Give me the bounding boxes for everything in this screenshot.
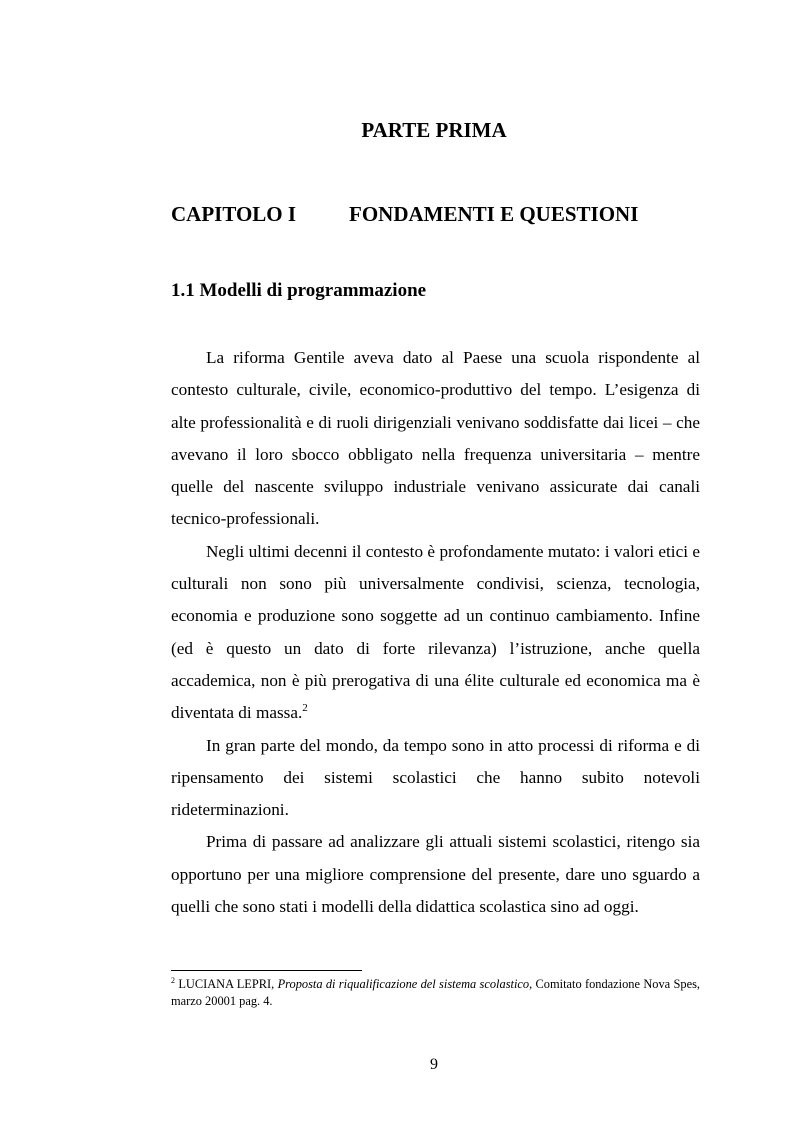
- chapter-title: FONDAMENTI E QUESTIONI: [349, 202, 639, 226]
- chapter-heading: [171, 197, 731, 231]
- part-title: PARTE PRIMA: [361, 118, 507, 142]
- paragraph-4: Prima di passare ad analizzare gli attuali sistemi scolastici, ritengo sia opportuno per una migliore comprensione del presente, dare uno sguardo a quelli che sono stati i modelli della didattica scolastica sino ad oggi.: [171, 832, 700, 917]
- footnote-work-title: Proposta di riqualificazione del sistema scolastico: [277, 977, 530, 991]
- footnote-details: , Comitato fondazione Nova Spes, marzo 20001 pag. 4.: [171, 977, 700, 1008]
- paragraph-1: La riforma Gentile aveva dato al Paese una scuola rispondente al contesto culturale, civile, economico-produttivo del tempo. L’esigenza di alte professionalità e di ruoli dirigenziali venivano soddisfatte dai licei – che avevano il loro sbocco obbligato nella frequenza universitaria – mentre quelle del nascente sviluppo industriale venivano assicurate dai canali tecnico-professionali.: [171, 348, 700, 529]
- paragraph-3: In gran parte del mondo, da tempo sono in atto processi di riforma e di ripensamento dei sistemi scolastici che hanno subito notevoli rideterminazioni.: [171, 735, 700, 820]
- footnote-reference[interactable]: 2: [302, 702, 308, 715]
- chapter-number: CAPITOLO I: [171, 202, 297, 226]
- page-number: 9: [430, 1056, 438, 1073]
- paragraph-2: [171, 536, 700, 730]
- footnote-separator: [171, 970, 362, 971]
- footnote: [171, 976, 700, 1010]
- paragraph-2-text: Negli ultimi decenni il contesto è profondamente mutato: i valori etici e culturali non sono più universalmente condivisi, scienza, tecnologia, economia e produzione sono soggette ad un continuo cambiamento. Infine (ed è questo un dato di forte rilevanza) l’istruzione, anche quella accademica, non è più prerogativa di una élite culturale ed economica ma è diventata di massa.: [171, 541, 700, 723]
- footnote-author: LUCIANA LEPRI,: [178, 977, 275, 991]
- section-title: 1.1 Modelli di programmazione: [171, 280, 427, 301]
- body-text: [171, 342, 700, 923]
- footnote-number: 2: [171, 976, 175, 985]
